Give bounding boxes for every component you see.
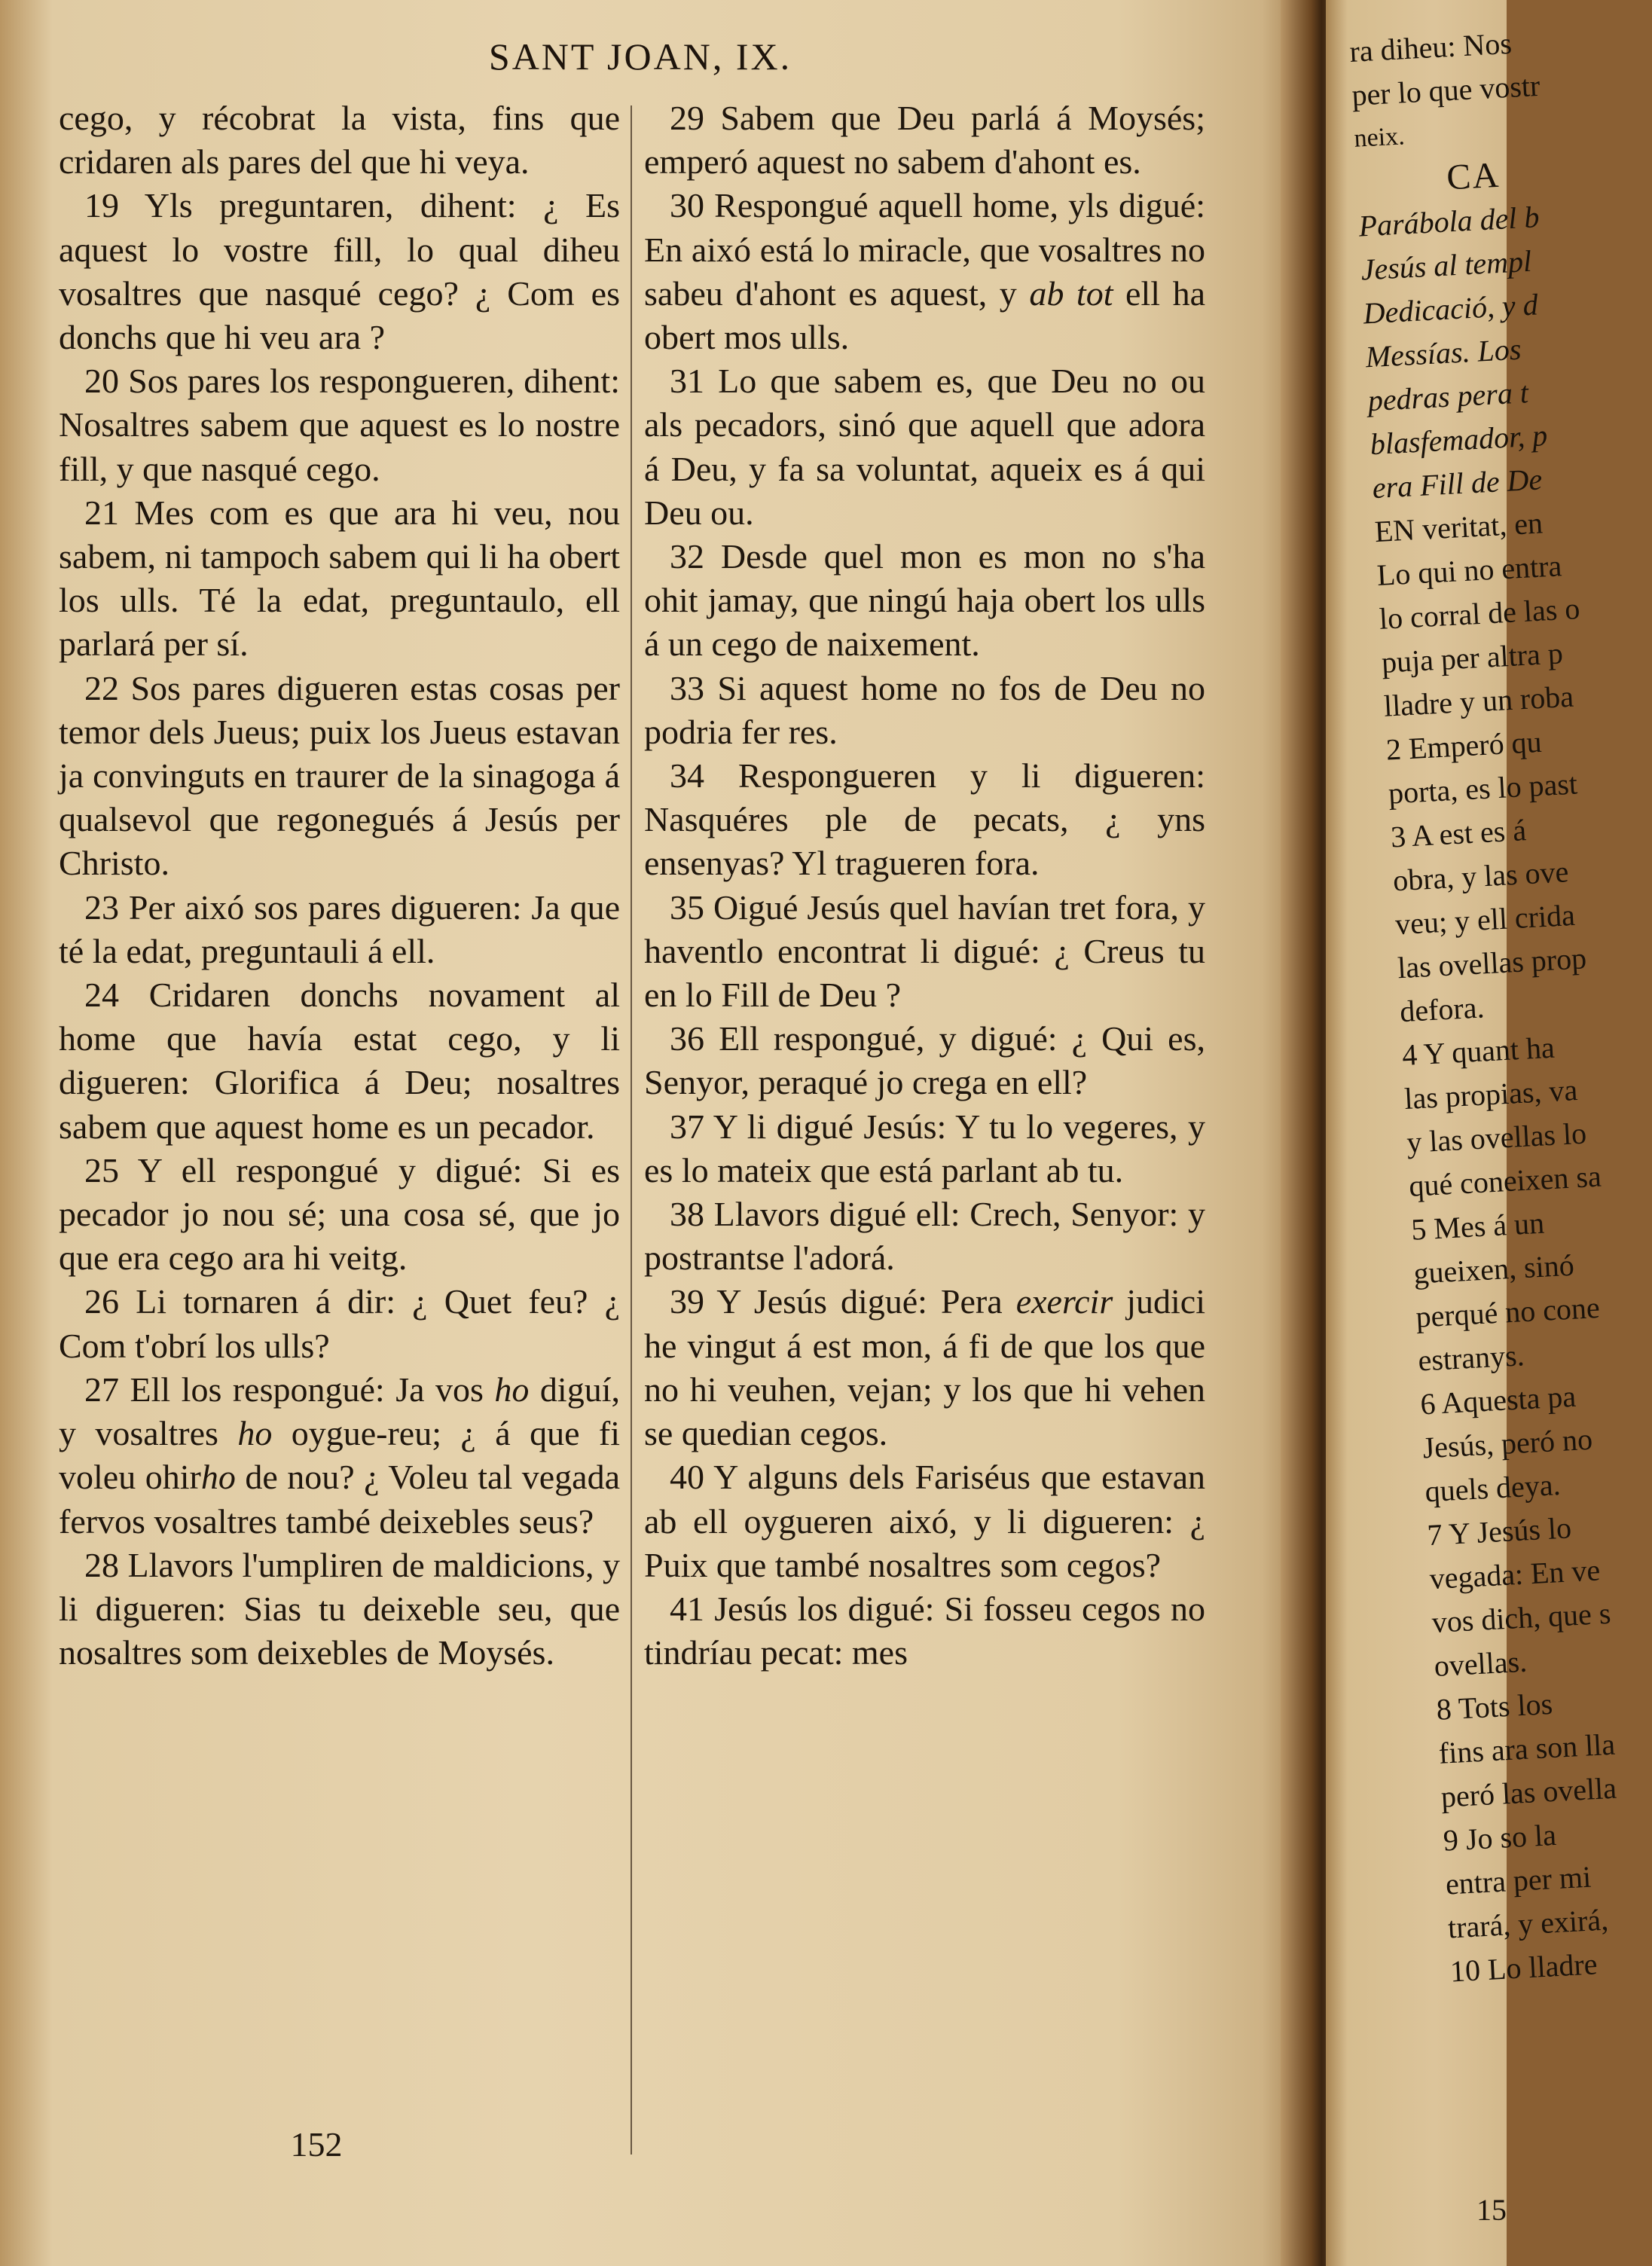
verse-paragraph: [644, 1587, 1205, 1675]
verse-text: 39 Y Jesús digué: Pera: [670, 1282, 1016, 1321]
verse-text: 25 Y ell respongué y digué: Si es pecador jo nou sé; una cosa sé, que jo que era cego ara hi veitg.: [59, 1150, 620, 1278]
facing-page-line: ovellas.: [1433, 1644, 1528, 1683]
facing-page-line: blasfemador, p: [1369, 417, 1549, 462]
facing-page-line: Messías. Los: [1364, 331, 1522, 374]
facing-page-line: obra, y las ove: [1391, 854, 1570, 898]
facing-page-line: fins ara son lla: [1437, 1727, 1617, 1770]
verse-paragraph: [644, 667, 1205, 754]
facing-page-line: EN veritat, en: [1373, 505, 1544, 549]
verse-paragraph: [644, 1455, 1205, 1587]
facing-page-line: vegada: En ve: [1428, 1553, 1602, 1596]
verse-text: diguí, y vosaltres: [59, 1370, 620, 1453]
verse-paragraph: [59, 1544, 620, 1675]
verse-paragraph: [59, 184, 620, 359]
column-rule: [631, 105, 632, 2155]
facing-page-line: 6 Aquesta pa: [1419, 1379, 1577, 1422]
facing-page-line: CA: [1446, 154, 1501, 198]
verse-text: 34 Respongueren y li digueren: Nasquéres ple de pecats, ¿ yns ensenyas? Yl tragueren fora.: [644, 756, 1205, 883]
verse-text: 38 Llavors digué ell: Crech, Senyor: y postrantse l'adorá.: [644, 1195, 1205, 1278]
facing-page-line: Lo qui no entra: [1376, 548, 1563, 592]
facing-page-line: estranys.: [1417, 1338, 1525, 1378]
facing-page-line: 5 Mes á un: [1410, 1205, 1546, 1247]
facing-page-line: quels deya.: [1424, 1467, 1562, 1509]
facing-page-line: defora.: [1399, 990, 1486, 1029]
verse-text: 26 Li tornaren á dir: ¿ Quet feu? ¿ Com t'obrí los ulls?: [59, 1282, 620, 1365]
verse-paragraph: [59, 886, 620, 973]
facing-page-line: ra diheu: Nos: [1348, 26, 1513, 69]
verse-paragraph: [644, 1105, 1205, 1193]
facing-page-line: Dedicació, y d: [1362, 287, 1539, 331]
verse-text: 37 Y li digué Jesús: Y tu lo vegeres, y es lo mateix que está parlant ab tu.: [644, 1107, 1205, 1189]
verse-paragraph: [59, 491, 620, 667]
facing-page-line: 9 Jo so la: [1442, 1817, 1557, 1858]
verse-text: 36 Ell respongué, y digué: ¿ Qui es, Senyor, peraqué jo crega en ell?: [644, 1019, 1205, 1102]
facing-page-line: peró las ovella: [1440, 1770, 1618, 1814]
facing-page-line: y las ovellas lo: [1406, 1116, 1588, 1159]
verse-paragraph: [644, 359, 1205, 535]
facing-page-line: Parábola del b: [1357, 200, 1541, 243]
italic-text: ab tot: [1029, 273, 1113, 313]
verse-text: de nou? ¿ Voleu tal vegada fervos vosaltres també deixebles seus?: [59, 1458, 621, 1541]
facing-page-line: lo corral de las o: [1378, 591, 1581, 636]
verse-text: 28 Llavors l'umpliren de maldicions, y li digueren: Sias tu deixeble seu, que nosaltres som deixebles de Moysés.: [59, 1545, 620, 1672]
verse-paragraph: [59, 359, 620, 491]
facing-page-line: 4 Y quant ha: [1401, 1030, 1556, 1073]
verse-text: 24 Cridaren donchs novament al home que havía estat cego, y li digueren: Glorifica á Deu; nosaltres sabem que aquest home es un pecador.: [59, 976, 620, 1146]
verse-text: oygue-reu; ¿ á que fi voleu ohir: [59, 1414, 620, 1497]
verse-text: 22 Sos pares digueren estas cosas per temor dels Jueus; puix los Jueus estavan ja convinguts en traurer de la sinagoga á qualsevol que regonegués á Jesús per Christo.: [59, 668, 620, 883]
verse-paragraph: [59, 1149, 620, 1281]
italic-text: exercir: [1015, 1282, 1113, 1321]
verse-text: 32 Desde quel mon es mon no s'ha ohit jamay, que ningú haja obert los ulls á un cego de naixement.: [644, 537, 1205, 664]
verse-paragraph: [644, 754, 1205, 886]
verse-text: 35 Oigué Jesús quel havían tret fora, y haventlo encontrat li digué: ¿ Creus tu en lo Fill de Deu ?: [644, 887, 1205, 1015]
facing-page-line: neix.: [1353, 122, 1406, 153]
facing-page-line: puja per altra p: [1380, 636, 1564, 679]
verse-paragraph: [644, 535, 1205, 667]
facing-page-line: pedras pera t: [1366, 375, 1529, 418]
facing-page-line: per lo que vostr: [1351, 68, 1541, 112]
verse-paragraph: [644, 1193, 1205, 1280]
verse-text: 40 Y alguns dels Fariséus que estavan ab ell oygueren aixó, y li digueren: ¿ Puix que també nosaltres som cegos?: [644, 1458, 1205, 1584]
verse-paragraph: [59, 667, 620, 886]
verse-text: 20 Sos pares los respongueren, dihent: Nosaltres sabem que aquest es lo nostre fill, y que nasqué cego.: [59, 362, 620, 488]
verse-paragraph: [644, 1017, 1205, 1104]
verse-paragraph: [644, 184, 1205, 359]
verse-paragraph: [59, 1280, 620, 1367]
facing-page-line: lladre y un roba: [1382, 679, 1574, 723]
page-number: 152: [290, 2125, 343, 2164]
facing-page-line: 7 Y Jesús lo: [1426, 1510, 1573, 1553]
facing-page-line: 10 Lo lladre: [1449, 1947, 1599, 1989]
verse-text: 29 Sabem que Deu parlá á Moysés; emperó aquest no sabem d'ahont es.: [644, 99, 1205, 182]
verse-text: 19 Yls preguntaren, dihent: ¿ Es aquest lo vostre fill, lo qual diheu vosaltres que nasqué cego? ¿ Com es donchs que hi veu ara ?: [59, 186, 620, 357]
left-text-column: [59, 96, 620, 1675]
right-text-column: [644, 96, 1205, 1675]
facing-page-line: perqué no cone: [1415, 1290, 1601, 1334]
facing-page-line: porta, es lo past: [1387, 766, 1578, 811]
verse-text: ell ha obert mos ulls.: [644, 273, 1205, 357]
facing-page-line: 3 A est es á: [1389, 813, 1528, 854]
facing-page-line: entra per mi: [1444, 1859, 1592, 1901]
facing-page-line: 2 Emperó qu: [1385, 724, 1543, 767]
facing-page-line: qué coneixen sa: [1408, 1159, 1602, 1203]
verse-paragraph: [59, 973, 620, 1149]
verse-text: 27 Ell los respongué: Ja vos: [84, 1370, 495, 1409]
verse-text: 30 Respongué aquell home, yls digué: En aixó está lo miracle, que vosaltres no sabeu d'ahont es aquest, y: [644, 186, 1205, 313]
verse-text: 23 Per aixó sos pares digueren: Ja que té la edat, preguntauli á ell.: [59, 887, 620, 970]
verse-paragraph: [644, 96, 1205, 184]
verse-paragraph: [644, 1280, 1205, 1455]
verse-text: judici he vingut á est mon, á fi de que los que no hi veuhen, vejan; y los que hi vehen se quedian cegos.: [644, 1282, 1205, 1453]
verse-paragraph: [59, 1368, 620, 1544]
facing-page-line: era Fill de De: [1371, 462, 1544, 505]
facing-page-line: las propias, va: [1403, 1073, 1579, 1116]
verse-paragraph: [59, 96, 620, 184]
verse-paragraph: [644, 886, 1205, 1018]
facing-page-line: vos dich, que s: [1431, 1596, 1612, 1640]
facing-page-line: 8 Tots los: [1435, 1686, 1554, 1727]
facing-page-number: 15: [1476, 2193, 1507, 2227]
running-header: SANT JOAN, IX.: [488, 35, 792, 78]
verse-text: cego, y récobrat la vista, fins que cridaren als pares del que hi veya.: [59, 99, 620, 182]
italic-text: ho: [237, 1414, 273, 1453]
verse-text: 21 Mes com es que ara hi veu, nou sabem, ni tampoch sabem qui li ha obert los ulls. Té la edat, preguntaulo, ell parlará per sí.: [59, 493, 620, 664]
italic-text: ho: [494, 1370, 530, 1409]
verse-text: 33 Si aquest home no fos de Deu no podria fer res.: [644, 668, 1205, 751]
facing-page-line: veu; y ell crida: [1394, 897, 1576, 942]
facing-page-line: Jesús, peró no: [1421, 1422, 1594, 1465]
verse-text: 31 Lo que sabem es, que Deu no ou als pecadors, sinó que aquell que adora á Deu, y fa sa voluntat, aqueix es á qui Deu ou.: [644, 362, 1205, 532]
facing-page-line: gueixen, sinó: [1412, 1248, 1575, 1290]
verse-text: 41 Jesús los digué: Si fosseu cegos no tindríau pecat: mes: [644, 1589, 1205, 1672]
italic-text: ho: [200, 1458, 236, 1497]
facing-page-line: las ovellas prop: [1397, 941, 1588, 985]
facing-page-line: Jesús al templ: [1360, 243, 1533, 287]
facing-page-line: trará, y exirá,: [1446, 1902, 1610, 1945]
